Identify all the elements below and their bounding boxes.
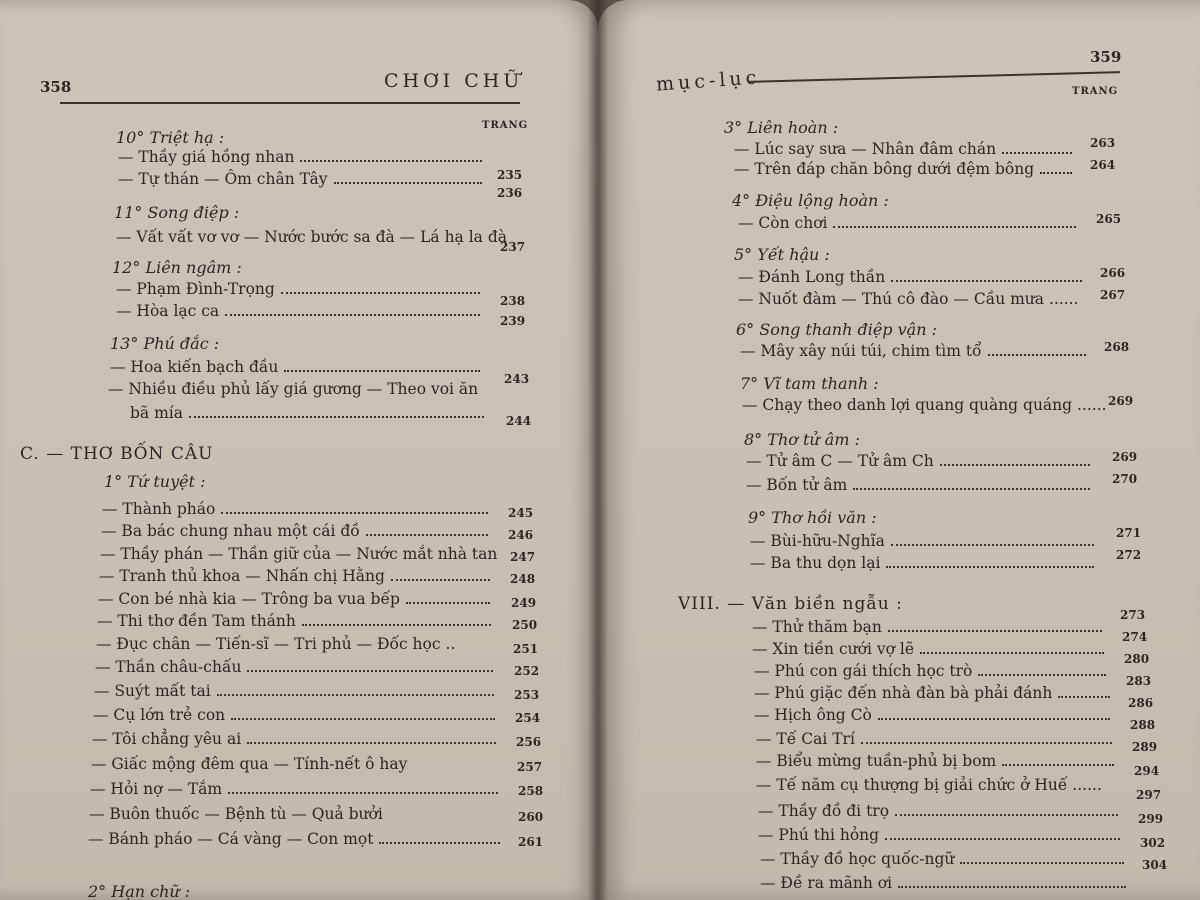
toc-entry	[95, 658, 499, 676]
toc-entry	[102, 500, 494, 518]
entry-page: 271	[1116, 526, 1142, 540]
section-title: 4° Điệu lộng hoàn :	[732, 191, 889, 210]
entry-title: — Tự thán — Ôm chân Tây	[118, 170, 328, 188]
toc-entry	[108, 380, 494, 398]
entry-title: — Cụ lớn trẻ con	[93, 706, 226, 724]
entry-page: 261	[518, 835, 544, 849]
entry-title: — Xin tiền cưới vợ lẽ	[752, 640, 914, 658]
entry-title: — Tôi chẳng yêu ai	[92, 730, 242, 748]
toc-entry	[746, 452, 1096, 470]
entry-page: 256	[516, 735, 542, 749]
dot-leader	[217, 694, 494, 696]
dot-leader	[885, 838, 1120, 840]
entry-page: 269	[1112, 450, 1138, 464]
entry-page: 243	[504, 372, 530, 386]
dot-leader	[978, 674, 1106, 676]
entry-page: 235	[497, 168, 523, 182]
section-title: 9° Thơ hồi văn :	[748, 508, 877, 527]
dot-leader	[940, 464, 1090, 466]
toc-entry	[116, 280, 486, 298]
entry-page: 304	[1142, 858, 1168, 872]
subsection-title: 1° Tứ tuyệt :	[104, 472, 206, 491]
toc-entry	[118, 148, 488, 166]
entry-page: 254	[515, 711, 541, 725]
left-trang-label: TRANG	[482, 120, 529, 131]
toc-entry	[738, 268, 1088, 286]
entry-page: 273	[1120, 608, 1146, 622]
entry-page: 270	[1112, 472, 1138, 486]
entry-title: — Tế năm cụ thượng bị giải chức ở Huế ......	[756, 776, 1102, 794]
entry-title: — Còn chơi	[738, 214, 828, 232]
dot-leader	[1058, 696, 1110, 698]
entry-page: 253	[514, 688, 540, 702]
dot-leader	[406, 602, 490, 604]
entry-title: — Hịch ông Cò	[754, 706, 872, 724]
toc-entry	[758, 826, 1126, 844]
dot-leader	[833, 226, 1076, 228]
section-title: 10° Triệt hạ :	[116, 128, 225, 147]
section-title: 12° Liên ngâm :	[112, 258, 242, 277]
toc-entry	[746, 476, 1096, 494]
dot-leader	[221, 512, 488, 514]
entry-title: — Con bé nhà kia — Trông ba vua bếp	[98, 590, 400, 608]
entry-page: 272	[1116, 548, 1142, 562]
entry-page: 249	[511, 596, 537, 610]
book-gutter	[588, 0, 608, 900]
toc-entry	[101, 522, 494, 540]
toc-entry	[758, 802, 1124, 820]
toc-entry	[752, 640, 1110, 658]
entry-page: 288	[1130, 718, 1156, 732]
dot-leader	[1002, 152, 1072, 154]
entry-page: 265	[1096, 212, 1122, 226]
dot-leader	[920, 652, 1104, 654]
dot-leader	[988, 354, 1086, 356]
right-trang-label: TRANG	[1072, 86, 1119, 97]
dot-leader	[228, 792, 498, 794]
entry-title: — Hòa lạc ca	[116, 302, 220, 320]
dot-leader	[302, 624, 491, 626]
toc-entry	[738, 214, 1082, 232]
toc-entry	[760, 874, 1132, 892]
entry-title: — Bùi-hữu-Nghĩa	[750, 532, 885, 550]
dot-leader	[1002, 764, 1114, 766]
entry-title: — Chạy theo danh lợi quang quàng quáng ......	[742, 396, 1107, 414]
toc-entry-continuation	[130, 404, 490, 422]
entry-title: — Ba bác chung nhau một cái đồ	[101, 522, 360, 540]
entry-page: 269	[1108, 394, 1134, 408]
toc-entry	[734, 160, 1078, 178]
section-title: 13° Phú đắc :	[110, 334, 220, 353]
dot-leader	[878, 718, 1110, 720]
toc-entry	[90, 780, 504, 798]
entry-title: — Thi thơ đền Tam thánh	[97, 612, 296, 630]
left-page-number: 358	[40, 78, 72, 96]
left-head-rule	[60, 102, 520, 104]
toc-entry	[89, 805, 505, 823]
dot-leader	[895, 814, 1118, 816]
entry-page: 268	[1104, 340, 1130, 354]
dot-leader	[886, 566, 1094, 568]
entry-page: 286	[1128, 696, 1154, 710]
entry-title: — Phú giặc đến nhà đàn bà phải đánh	[754, 684, 1053, 702]
dot-leader	[189, 416, 484, 418]
entry-page: 237	[500, 240, 526, 254]
entry-page: 244	[506, 414, 532, 428]
entry-title: — Tử âm C — Tử âm Ch	[746, 452, 934, 470]
dot-leader	[898, 886, 1126, 888]
toc-entry	[99, 567, 496, 585]
entry-title: — Thầy đồ học quốc-ngữ	[760, 850, 955, 868]
toc-entry	[88, 830, 506, 848]
entry-title: — Thành pháo	[102, 500, 216, 518]
toc-entry	[734, 140, 1078, 158]
entry-page: 247	[510, 550, 536, 564]
toc-entry	[110, 358, 486, 376]
toc-entry	[98, 590, 496, 608]
entry-title: — Bánh pháo — Cá vàng — Con mọt	[88, 830, 374, 848]
toc-entry	[93, 706, 501, 724]
left-page	[0, 0, 598, 900]
dot-leader	[1040, 172, 1072, 174]
toc-entry	[94, 682, 500, 700]
toc-entry	[116, 302, 486, 320]
entry-page: 274	[1122, 630, 1148, 644]
section-title: 5° Yết hậu :	[734, 245, 830, 264]
entry-page: 297	[1136, 788, 1162, 802]
toc-entry	[760, 850, 1130, 868]
dot-leader	[225, 314, 480, 316]
entry-title: — Lúc say sưa — Nhân đâm chán	[734, 140, 997, 158]
toc-entry	[754, 662, 1112, 680]
right-running-head: mục-lục	[655, 66, 761, 96]
toc-entry	[756, 730, 1118, 748]
toc-entry	[754, 706, 1116, 724]
entry-title: — Đánh Long thần	[738, 268, 886, 286]
section-title: 11° Song điệp :	[114, 203, 240, 222]
toc-entry	[754, 684, 1116, 702]
toc-entry	[116, 228, 508, 246]
dot-leader	[247, 670, 493, 672]
dot-leader	[888, 630, 1102, 632]
entry-title: — Phạm Đình-Trọng	[116, 280, 275, 298]
entry-page: 260	[518, 810, 544, 824]
entry-title: — Ba thu dọn lại	[750, 554, 881, 572]
entry-page: 257	[517, 760, 543, 774]
entry-title: — Thầy giá hồng nhan	[118, 148, 295, 166]
entry-page: 294	[1134, 764, 1160, 778]
dot-leader	[960, 862, 1124, 864]
entry-page: 239	[500, 314, 526, 328]
dot-leader	[891, 280, 1082, 282]
entry-title: — Nuốt đàm — Thú cô đào — Cầu mưa ......	[738, 290, 1079, 308]
entry-page: 263	[1090, 136, 1116, 150]
section-title: 3° Liên hoàn :	[724, 118, 839, 137]
toc-entry	[97, 612, 497, 630]
entry-title: — Thầy đồ đi trọ	[758, 802, 890, 820]
toc-entry	[91, 755, 504, 773]
toc-entry	[100, 545, 498, 563]
entry-page: 289	[1132, 740, 1158, 754]
entry-title: — Thử thăm bạn	[752, 618, 882, 636]
entry-title: — Suýt mất tai	[94, 682, 211, 700]
entry-page: 266	[1100, 266, 1126, 280]
entry-title: — Hoa kiến bạch đầu	[110, 358, 279, 376]
right-head-rule	[748, 71, 1120, 83]
right-page-number: 359	[1090, 48, 1122, 66]
dot-leader	[853, 488, 1090, 490]
entry-title: — Thần châu-chấu	[95, 658, 242, 676]
section-title: 7° Vĩ tam thanh :	[740, 374, 879, 393]
entry-title: — Mây xây núi túi, chim tìm tổ	[740, 342, 982, 360]
toc-entry	[756, 752, 1120, 770]
dot-leader	[284, 370, 480, 372]
part-c-title: C. — THƠ BỐN CÂU	[20, 444, 214, 464]
entry-title: — Phú con gái thích học trò	[754, 662, 973, 680]
entry-title: — Đề ra mãnh ơi	[760, 874, 893, 892]
section-title: 6° Song thanh điệp vận :	[736, 320, 937, 339]
dot-leader	[247, 742, 496, 744]
section-title: 8° Thơ tử âm :	[744, 430, 860, 449]
entry-title: — Hỏi nợ — Tắm	[90, 780, 223, 798]
dot-leader	[891, 544, 1094, 546]
entry-title: — Đục chân — Tiến-sĩ — Tri phủ — Đốc học ..	[96, 635, 456, 653]
entry-title: — Phú thi hỏng	[758, 826, 880, 844]
dot-leader	[391, 579, 490, 581]
toc-entry	[738, 290, 1098, 308]
dot-leader	[861, 742, 1112, 744]
right-page	[598, 0, 1200, 900]
entry-page: 267	[1100, 288, 1126, 302]
entry-title: — Nhiều điều phủ lấy giá gương — Theo voi ăn	[108, 380, 479, 398]
dot-leader	[334, 182, 483, 184]
toc-entry	[750, 554, 1100, 572]
entry-title: — Trên đáp chăn bông dưới đệm bông	[734, 160, 1035, 178]
toc-entry	[118, 170, 488, 188]
entry-title: — Bốn tử âm	[746, 476, 848, 494]
entry-page: 238	[500, 294, 526, 308]
part-viii-title: VIII. — Văn biền ngẫu :	[678, 594, 903, 614]
entry-title: — Vất vất vơ vơ — Nước bước sa đà — Lá hạ la đà	[116, 228, 508, 246]
subsection-title: 2° Hạn chữ :	[88, 882, 191, 900]
entry-page: 258	[518, 784, 544, 798]
entry-page: 236	[497, 186, 523, 200]
toc-entry	[740, 342, 1092, 360]
toc-entry	[750, 532, 1100, 550]
dot-leader	[231, 718, 495, 720]
toc-entry	[742, 396, 1107, 414]
entry-title: — Giấc mộng đêm qua — Tính-nết ô hay	[91, 755, 408, 773]
toc-entry	[752, 618, 1108, 636]
toc-entry	[756, 776, 1126, 794]
entry-title: bã mía	[130, 404, 183, 422]
dot-leader	[281, 292, 480, 294]
entry-page: 280	[1124, 652, 1150, 666]
entry-page: 302	[1140, 836, 1166, 850]
entry-title: — Tranh thủ khoa — Nhấn chị Hằng	[99, 567, 385, 585]
toc-entry	[96, 635, 500, 653]
entry-page: 264	[1090, 158, 1116, 172]
entry-page: 248	[510, 572, 536, 586]
dot-leader	[366, 534, 488, 536]
dot-leader	[300, 160, 482, 162]
entry-title: — Buôn thuốc — Bệnh tù — Quả bưởi	[89, 805, 383, 823]
left-running-head: CHƠI CHỮ	[384, 70, 524, 92]
entry-page: 250	[512, 618, 538, 632]
entry-page: 299	[1138, 812, 1164, 826]
entry-page: 251	[513, 642, 539, 656]
dot-leader	[379, 842, 500, 844]
entry-page: 252	[514, 664, 540, 678]
entry-title: — Tế Cai Trí	[756, 730, 855, 748]
entry-page: 283	[1126, 674, 1152, 688]
toc-entry	[92, 730, 502, 748]
entry-title: — Thầy phán — Thần giữ của — Nước mắt nhà tan	[100, 545, 498, 563]
entry-title: — Biểu mừng tuần-phủ bị bom	[756, 752, 997, 770]
entry-page: 246	[508, 528, 534, 542]
entry-page: 245	[508, 506, 534, 520]
